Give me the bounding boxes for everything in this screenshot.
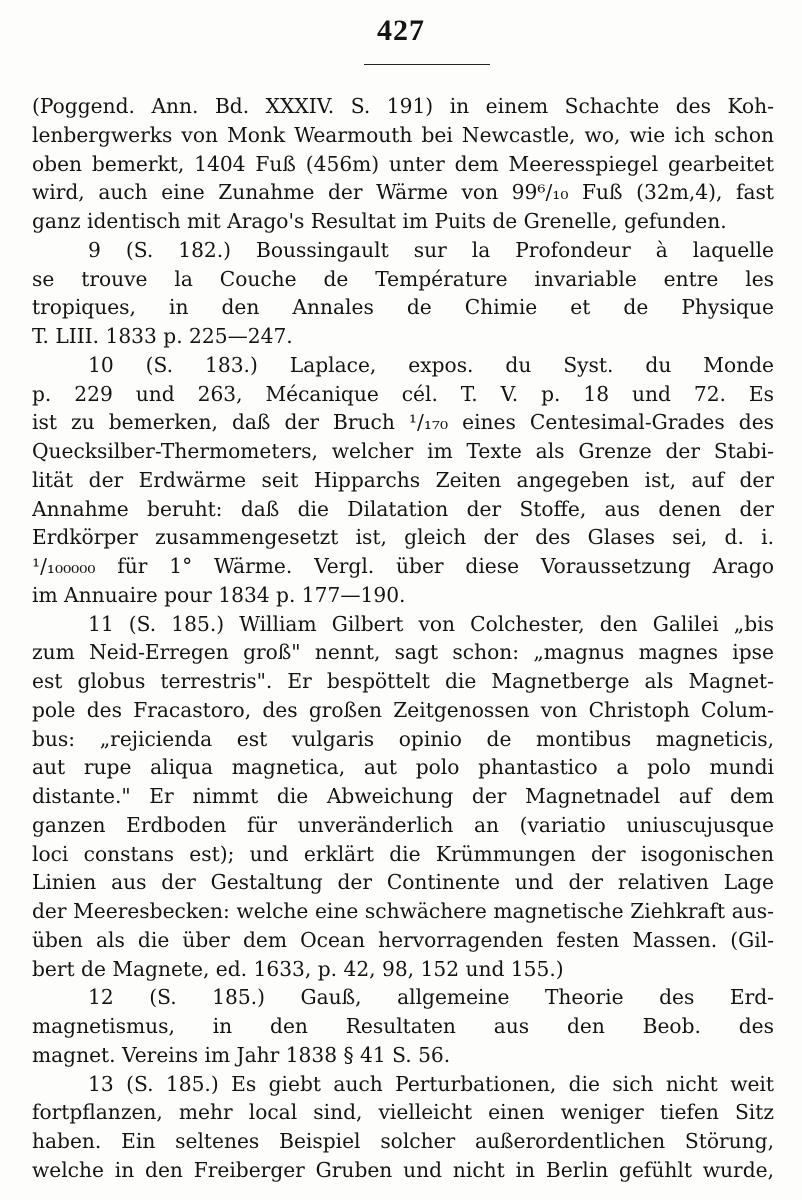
- text-line: est globus terrestris". Er bespöttelt die Magnetberge als Magnet-: [32, 669, 774, 693]
- text-line: Annahme beruht: daß die Dilatation der Stoffe, aus denen der: [32, 496, 774, 521]
- text-line: wird, auch eine Zunahme der Wärme von 99⁶/₁₀ Fuß (32m,4), fast: [32, 180, 774, 205]
- text-line: bus: „rejicienda est vulgaris opinio de montibus magneticis,: [32, 726, 774, 751]
- text-line: 11 (S. 185.) William Gilbert von Colchester, den Galilei „bis: [88, 611, 774, 636]
- text-line: 9 (S. 182.) Boussingault sur la Profondeur à laquelle: [88, 237, 774, 262]
- text-line: distante." Er nimmt die Abweichung der Magnetnadel auf dem: [32, 784, 774, 808]
- text-line: ¹/₁₀₀₀₀₀ für 1° Wärme. Vergl. über diese Voraussetzung Arago: [32, 554, 774, 578]
- text-line: welche in den Freiberger Gruben und nicht in Berlin gefühlt wurde,: [32, 1157, 774, 1182]
- text-line: 13 (S. 185.) Es giebt auch Perturbationen, die sich nicht weit: [88, 1071, 774, 1096]
- text-line: ist zu bemerken, daß der Bruch ¹/₁₇₀ eines Centesimal-Grades des: [32, 410, 774, 435]
- text-line: magnetismus, in den Resultaten aus den Beob. des: [32, 1014, 774, 1038]
- text-line: bert de Magnete, ed. 1633, p. 42, 98, 152 und 155.): [32, 956, 564, 981]
- page-number: 427: [377, 14, 425, 47]
- text-line: (Poggend. Ann. Bd. XXXIV. S. 191) in einem Schachte des Koh-: [32, 94, 774, 118]
- header-rule: [364, 64, 490, 65]
- text-line: lenbergwerks von Monk Wearmouth bei Newcastle, wo, wie ich schon: [32, 122, 774, 147]
- text-line: haben. Ein seltenes Beispiel solcher außerordentlichen Störung,: [32, 1129, 774, 1153]
- text-line: Quecksilber-Thermometers, welcher im Texte als Grenze der Stabi-: [32, 439, 774, 463]
- text-line: 12 (S. 185.) Gauß, allgemeine Theorie des Erd-: [88, 985, 774, 1010]
- text-line: 10 (S. 183.) Laplace, expos. du Syst. du Monde: [88, 352, 774, 377]
- text-line: Linien aus der Gestaltung der Continente und der relativen Lage: [32, 870, 774, 895]
- text-line: fortpflanzen, mehr local sind, vielleicht einen weniger tiefen Sitz: [32, 1100, 774, 1125]
- text-line: tropiques, in den Annales de Chimie et de Physique: [32, 295, 774, 320]
- text-line: ganzen Erdboden für unveränderlich an (variatio uniuscujusque: [32, 812, 774, 837]
- text-line: p. 229 und 263, Mécanique cél. T. V. p. 18 und 72. Es: [32, 381, 774, 406]
- text-line: magnet. Vereins im Jahr 1838 § 41 S. 56.: [32, 1042, 451, 1067]
- text-line: aut rupe aliqua magnetica, aut polo phantastico a polo mundi: [32, 755, 774, 780]
- text-line: se trouve la Couche de Température invariable entre les: [32, 266, 774, 291]
- text-line: ganz identisch mit Arago's Resultat im Puits de Grenelle, gefunden.: [32, 209, 727, 233]
- text-line: im Annuaire pour 1834 p. 177—190.: [32, 582, 406, 607]
- text-line: der Meeresbecken: welche eine schwächere magnetische Ziehkraft aus-: [32, 899, 774, 923]
- text-line: T. LIII. 1833 p. 225—247.: [32, 324, 293, 348]
- text-line: Erdkörper zusammengesetzt ist, gleich der des Glases sei, d. i.: [32, 525, 774, 550]
- text-line: pole des Fracastoro, des großen Zeitgenossen von Christoph Colum-: [32, 697, 774, 722]
- text-line: loci constans est); und erklärt die Krümmungen der isogonischen: [32, 841, 774, 866]
- text-line: oben bemerkt, 1404 Fuß (456m) unter dem Meeresspiegel gearbeitet: [32, 151, 774, 176]
- body-text: [32, 92, 774, 1185]
- text-line: zum Neid-Erregen groß" nennt, sagt schon: „magnus magnes ipse: [32, 640, 774, 665]
- text-line: lität der Erdwärme seit Hipparchs Zeiten angegeben ist, auf der: [32, 467, 774, 492]
- text-line: üben als die über dem Ocean hervorragenden festen Massen. (Gil-: [32, 927, 774, 952]
